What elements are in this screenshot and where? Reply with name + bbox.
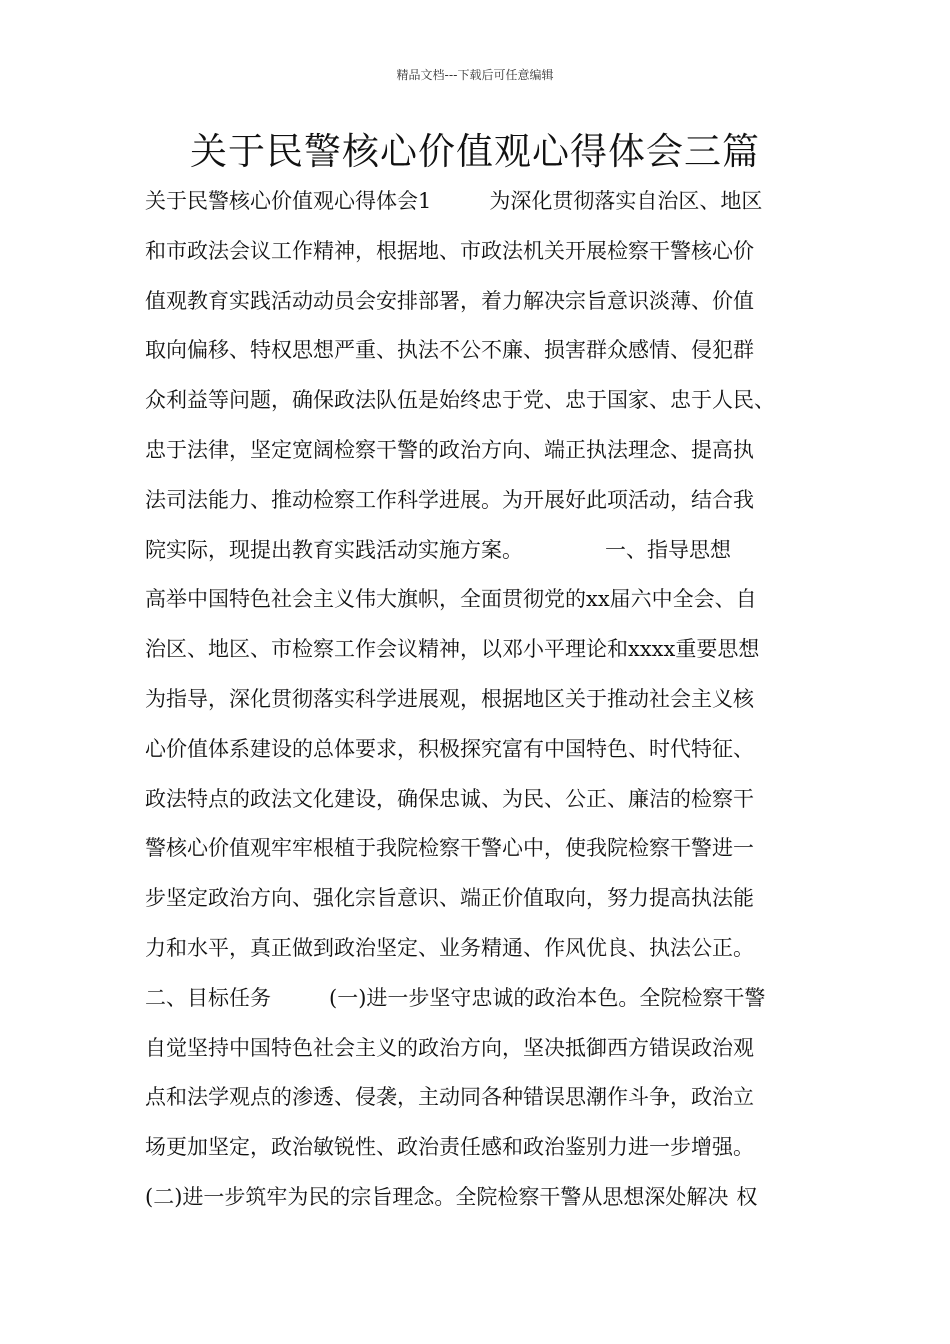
text-line: [145, 625, 825, 675]
text-line: [145, 476, 825, 526]
text-line: [145, 426, 825, 476]
text-line-segment: 院实际，现提出教育实践活动实施方案。: [145, 537, 523, 562]
text-line-segment: 忠于法律，坚定宽阔检察干警的政治方向、端正执法理念、提高执: [145, 437, 754, 462]
text-line-segment: (二)进一步筑牢为民的宗旨理念。全院检察干警从思想深处解决: [145, 1184, 729, 1209]
text-line-segment: 关于民警核心价值观心得体会1: [145, 189, 432, 213]
text-line: [145, 1024, 825, 1074]
text-line: [145, 725, 825, 775]
text-line-segment: 自觉坚持中国特色社会主义的政治方向，坚决抵御西方错误政治观: [145, 1035, 754, 1060]
text-line-segment: 二、目标任务: [145, 985, 271, 1010]
text-line-segment: 力和水平，真正做到政治坚定、业务精通、作风优良、执法公正。: [145, 935, 754, 960]
text-line-segment: 为深化贯彻落实自治区、地区: [489, 189, 763, 213]
text-line-segment: (一)进一步坚守忠诚的政治本色。全院检察干警: [329, 985, 766, 1010]
text-line: [145, 924, 825, 974]
text-line: [145, 177, 825, 227]
text-line: [145, 874, 825, 924]
text-line-segment: 值观教育实践活动动员会安排部署，着力解决宗旨意识淡薄、价值: [145, 288, 754, 313]
text-line: [145, 526, 825, 576]
text-line: [145, 824, 825, 874]
text-line-segment: 心价值体系建设的总体要求，积极探究富有中国特色、时代特征、: [145, 736, 754, 761]
text-line: [145, 1173, 825, 1223]
text-line: [145, 1073, 825, 1123]
text-line: [145, 376, 825, 426]
text-line: [145, 326, 825, 376]
text-line: [145, 675, 825, 725]
text-line-segment: 法司法能力、推动检察工作科学进展。为开展好此项活动，结合我: [145, 487, 754, 512]
text-line-segment: 步坚定政治方向、强化宗旨意识、端正价值取向，努力提高执法能: [145, 886, 754, 911]
text-line-segment: 治区、地区、市检察工作会议精神，以邓小平理论和xxxx重要思想: [145, 637, 760, 662]
text-line: [145, 1123, 825, 1173]
text-line-segment: 警核心价值观牢牢根植于我院检察干警心中，使我院检察干警进一: [145, 836, 754, 861]
text-line: [145, 575, 825, 625]
text-line-segment: 和市政法会议工作精神，根据地、市政法机关开展检察干警核心价: [145, 238, 754, 263]
text-line: [145, 775, 825, 825]
text-line-segment: 权: [736, 1184, 758, 1209]
text-line-segment: 取向偏移、特权思想严重、执法不公不廉、损害群众感情、侵犯群: [145, 338, 754, 363]
text-line-segment: 一、指导思想: [605, 537, 731, 562]
text-line: [145, 227, 825, 277]
text-line-segment: 政法特点的政法文化建设，确保忠诚、为民、公正、廉洁的检察干: [145, 786, 754, 811]
text-line-segment: 众利益等问题，确保政法队伍是始终忠于党、忠于国家、忠于人民、: [145, 388, 775, 413]
text-line-segment: 高举中国特色社会主义伟大旗帜，全面贯彻党的xx届六中全会、自: [145, 587, 757, 612]
document-body: [145, 177, 825, 1223]
text-line-segment: 场更加坚定，政治敏锐性、政治责任感和政治鉴别力进一步增强。: [145, 1135, 754, 1160]
header-note: 精品文档---下载后可任意编辑: [396, 68, 554, 82]
text-line-segment: 为指导，深化贯彻落实科学进展观，根据地区关于推动社会主义核: [145, 686, 754, 711]
text-line: [145, 974, 825, 1024]
text-line-segment: 点和法学观点的渗透、侵袭，主动同各种错误思潮作斗争，政治立: [145, 1085, 754, 1110]
text-line: [145, 277, 825, 327]
document-title: 关于民警核心价值观心得体会三篇: [190, 130, 760, 173]
